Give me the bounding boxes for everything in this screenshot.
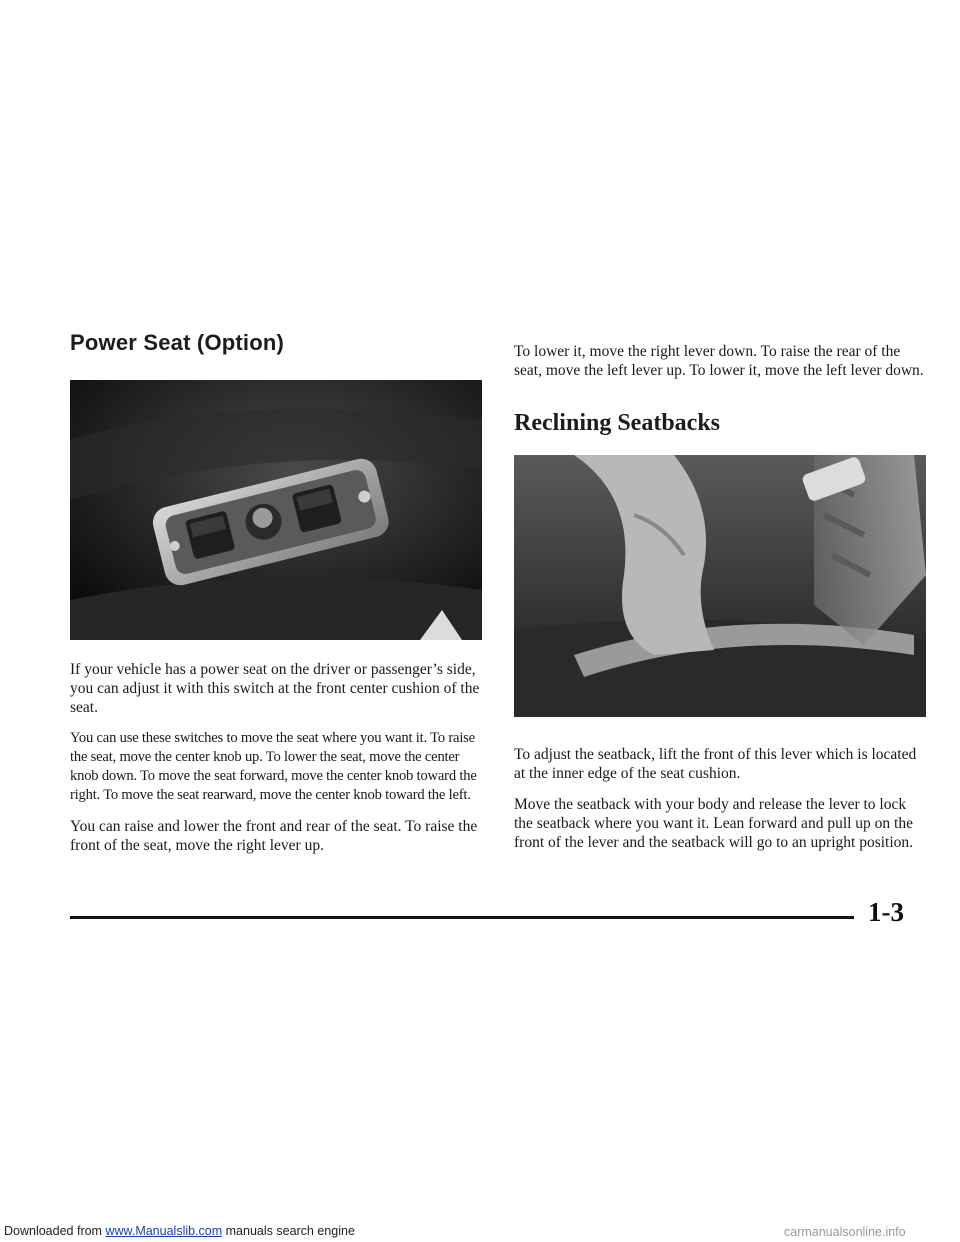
power-seat-para-continued: To lower it, move the right lever down. To raise the rear of the seat, move the left lever up. To lower it, move the left lever down. <box>514 343 924 379</box>
left-column <box>70 330 482 356</box>
reclining-seatbacks-heading: Reclining Seatbacks <box>514 410 721 436</box>
watermark: carmanualsonline.info <box>784 1225 906 1239</box>
download-prefix: Downloaded from <box>4 1224 106 1238</box>
power-seat-para-1: If your vehicle has a power seat on the driver or passenger’s side, you can adjust it with this switch at the front center cushion of the seat. <box>70 661 480 716</box>
left-text-block <box>70 660 482 855</box>
right-text-block <box>514 745 926 852</box>
seatback-lever-image <box>514 455 926 717</box>
right-heading-block <box>514 410 926 437</box>
right-top-block <box>514 342 926 380</box>
seatback-lever-photo <box>514 455 926 717</box>
power-seat-heading: Power Seat (Option) <box>70 330 285 355</box>
power-seat-para-2: You can use these switches to move the seat where you want it. To raise the seat, move the center knob up. To lower the seat, move the center knob down. To move the seat forward, move the center knob toward the right. To move the seat rearward, move the center knob toward the left. <box>70 730 477 803</box>
download-suffix: manuals search engine <box>222 1224 355 1238</box>
page-number: 1-3 <box>868 897 904 927</box>
power-seat-switch-image <box>70 380 482 640</box>
manualslib-link[interactable]: www.Manualslib.com <box>105 1224 223 1238</box>
download-notice <box>4 1224 355 1238</box>
power-seat-photo <box>70 380 482 640</box>
footer-rule <box>70 916 854 919</box>
power-seat-para-3: You can raise and lower the front and rear of the seat. To raise the front of the seat, move the right lever up. <box>70 818 478 854</box>
reclining-para-2: Move the seatback with your body and release the lever to lock the seatback where you want it. Lean forward and pull up on the front of the lever and the seatback will go to an upright position. <box>514 796 914 851</box>
reclining-para-1: To adjust the seatback, lift the front of this lever which is located at the inner edge of the seat cushion. <box>514 746 917 782</box>
